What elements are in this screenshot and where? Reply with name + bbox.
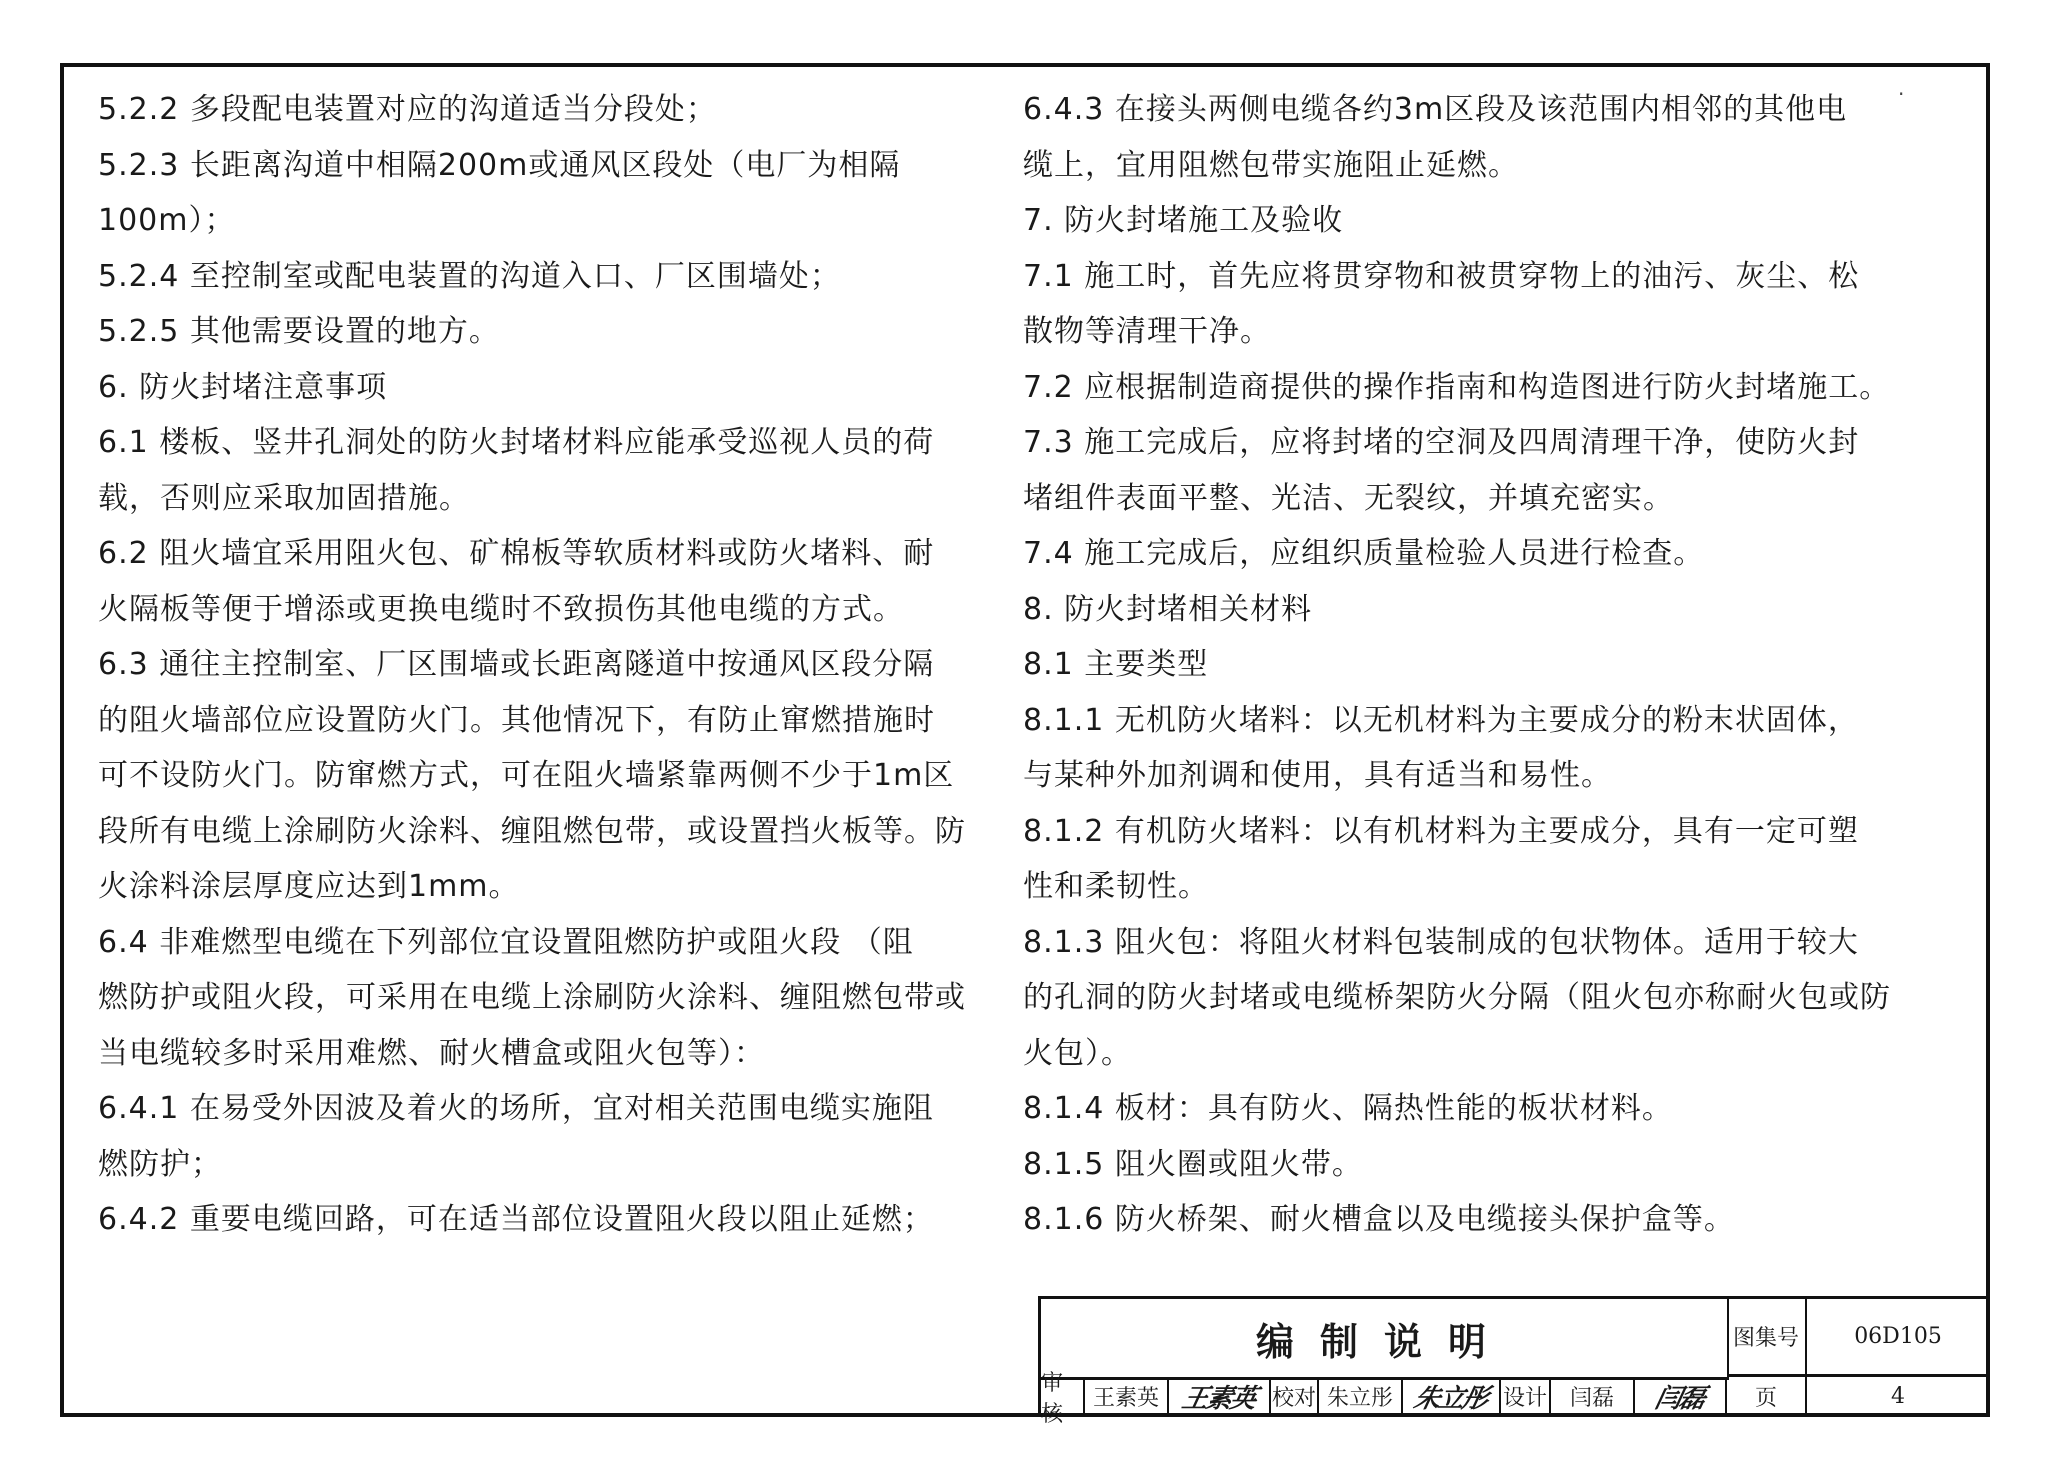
designer-signature: 闫磊 [1635,1377,1727,1416]
text-line: 7.2 应根据制造商提供的操作指南和构造图进行防火封堵施工。 [1023,369,1891,405]
reviewer-name: 王素英 [1085,1377,1169,1416]
review-label: 审核 [1041,1377,1085,1416]
checker-signature: 朱立彤 [1403,1377,1501,1416]
text-line: 6.4 非难燃型电缆在下列部位宜设置阻燃防护或阻火段 （阻 [98,924,914,960]
text-line: 7.1 施工时，首先应将贯穿物和被贯穿物上的油污、灰尘、松 [1023,258,1860,294]
text-line: 火包）。 [1023,1035,1132,1071]
atlas-no: 06D105 [1807,1299,1989,1377]
text-line: 8.1.2 有机防火堵料：以有机材料为主要成分，具有一定可塑 [1023,813,1859,849]
text-line: 5.2.3 长距离沟道中相隔200m或通风区段处（电厂为相隔 [98,147,901,183]
text-line: 8.1 主要类型 [1023,647,1209,682]
text-line: 与某种外加剂调和使用，具有适当和易性。 [1023,758,1612,793]
page-number: 4 [1891,1384,1905,1409]
text-line: 燃防护； [98,1146,222,1182]
design-label: 设计 [1501,1377,1551,1416]
text-line: 6. 防火封堵注意事项 [98,369,388,405]
text-line: 8.1.1 无机防火堵料：以无机材料为主要成分的粉末状固体， [1023,702,1859,738]
text-line: 8.1.5 阻火圈或阻火带。 [1023,1146,1363,1182]
text-line: 8. 防火封堵相关材料 [1023,591,1313,627]
text-line: 6.2 阻火墙宜采用阻火包、矿棉板等软质材料或防火堵料、耐 [98,536,935,571]
text-line: 100m）； [98,203,236,238]
text-line: 段所有电缆上涂刷防火涂料、缠阻燃包带，或设置挡火板等。防 [98,813,966,849]
text-line: 可不设防火门。防窜燃方式，可在阻火墙紧靠两侧不少于1m区 [98,758,955,793]
text-line: 5.2.5 其他需要设置的地方。 [98,314,500,349]
text-line: 5.2.4 至控制室或配电装置的沟道入口、厂区围墙处； [98,258,841,294]
text-line: 7. 防火封堵施工及验收 [1023,203,1344,238]
reviewer-signature: 王素英 [1169,1377,1271,1416]
text-line: 6.1 楼板、竖井孔洞处的防火封堵材料应能承受巡视人员的荷 [98,425,935,460]
text-line: 8.1.6 防火桥架、耐火槽盒以及电缆接头保护盒等。 [1023,1202,1735,1237]
page-label: 页 [1727,1377,1807,1416]
text-line: 7.3 施工完成后，应将封堵的空洞及四周清理干净，使防火封 [1023,425,1860,460]
text-line: 6.4.2 重要电缆回路，可在适当部位设置阻火段以阻止延燃； [98,1202,934,1237]
text-line: 6.4.1 在易受外因波及着火的场所，宜对相关范围电缆实施阻 [98,1091,934,1126]
text-line: 6.3 通往主控制室、厂区围墙或长距离隧道中按通风区段分隔 [98,647,935,682]
text-line: 6.4.3 在接头两侧电缆各约3m区段及该范围内相邻的其他电 [1023,92,1848,127]
left-text-column [98,82,998,1248]
checker-name: 朱立彤 [1319,1377,1403,1416]
check-label: 校对 [1271,1377,1319,1416]
sheet-title: 编制说明 [1041,1299,1729,1380]
text-line: 7.4 施工完成后，应组织质量检验人员进行检查。 [1023,536,1705,571]
text-line: 火涂料涂层厚度应达到1mm。 [98,869,520,904]
text-line: 当电缆较多时采用难燃、耐火槽盒或阻火包等）： [98,1035,765,1071]
text-line: 堵组件表面平整、光洁、无裂纹，并填充密实。 [1023,480,1674,516]
text-line: 载，否则应采取加固措施。 [98,480,470,516]
atlas-no-label: 图集号 [1727,1299,1807,1377]
title-block [1038,1296,1986,1427]
scan-speck: · [1898,82,1905,106]
text-line: 8.1.4 板材：具有防火、隔热性能的板状材料。 [1023,1091,1673,1126]
text-line: 散物等清理干净。 [1023,314,1271,349]
text-line: 的孔洞的防火封堵或电缆桥架防火分隔（阻火包亦称耐火包或防 [1023,980,1891,1015]
text-line: 的阻火墙部位应设置防火门。其他情况下，有防止窜燃措施时 [98,702,935,738]
text-line: 缆上，宜用阻燃包带实施阻止延燃。 [1023,147,1519,183]
text-line: 燃防护或阻火段，可采用在电缆上涂刷防火涂料、缠阻燃包带或 [98,980,966,1015]
text-line: 性和柔韧性。 [1023,869,1209,904]
text-line: 5.2.2 多段配电装置对应的沟道适当分段处； [98,92,717,127]
text-line: 火隔板等便于增添或更换电缆时不致损伤其他电缆的方式。 [98,591,904,627]
text-line: 8.1.3 阻火包：将阻火材料包装制成的包状物体。适用于较大 [1023,924,1859,960]
designer-name: 闫磊 [1551,1377,1635,1416]
right-text-column [1023,82,1923,1248]
